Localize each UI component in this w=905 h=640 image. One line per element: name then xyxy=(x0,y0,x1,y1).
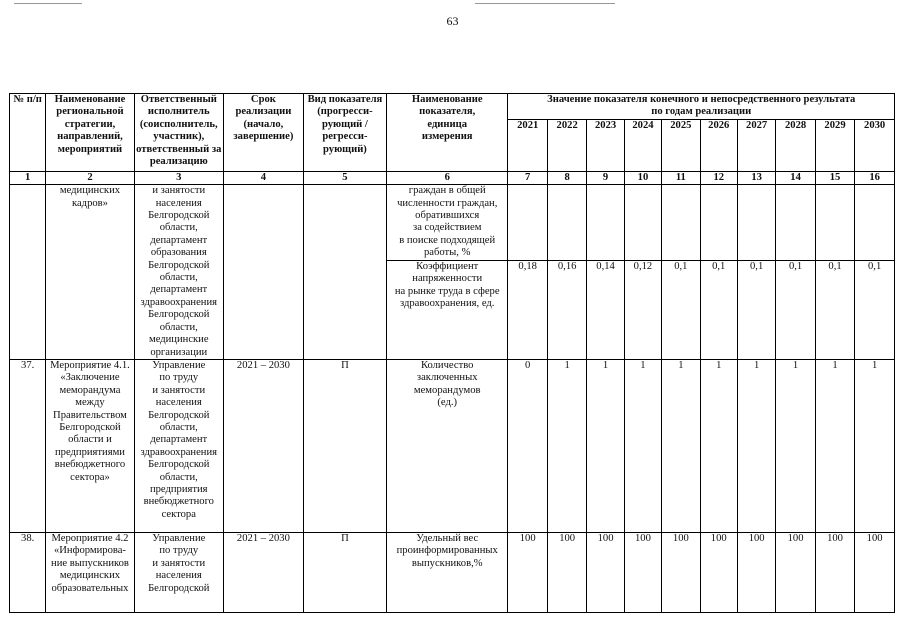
header-col-indicator: Наименование показателя, единица измерения xyxy=(386,94,508,172)
row-indicator: Коэффициент напряженности на рынке труда в сфере здравоохранения, ед. xyxy=(386,260,508,359)
row-term xyxy=(223,185,303,360)
row-term: 2021 – 2030 xyxy=(223,532,303,612)
column-number: 14 xyxy=(776,171,815,184)
header-col-values: Значение показателя конечного и непосредственного результата по годам реализации xyxy=(508,94,895,120)
header-year: 2022 xyxy=(547,119,586,171)
value-cell: 0,1 xyxy=(855,260,895,359)
value-cell: 0,1 xyxy=(737,260,775,359)
value-cell: 0,1 xyxy=(700,260,737,359)
column-number: 10 xyxy=(624,171,661,184)
row-executor: Управление по труду и занятости населения Белгородской области, департамент здравоохранения Белгородской области, предприятия внебюджетного сектора xyxy=(134,359,223,532)
value-cell: 1 xyxy=(737,359,775,532)
header-col-type: Вид показателя (прогресси- рующий / регресси- рующий) xyxy=(303,94,386,172)
header-year: 2024 xyxy=(624,119,661,171)
value-cell: 1 xyxy=(662,359,700,532)
column-number: 11 xyxy=(662,171,700,184)
value-cell: 100 xyxy=(776,532,815,612)
header-col-number: № п/п xyxy=(10,94,46,172)
value-cell: 0,14 xyxy=(587,260,624,359)
row-name: Мероприятие 4.2 «Информирова- ние выпускников медицинских образовательных xyxy=(46,532,134,612)
header-year: 2021 xyxy=(508,119,547,171)
value-cell: 100 xyxy=(815,532,854,612)
header-year: 2027 xyxy=(737,119,775,171)
column-number: 7 xyxy=(508,171,547,184)
row-type: П xyxy=(303,359,386,532)
value-cell: 0 xyxy=(508,359,547,532)
header-col-executor: Ответственный исполнитель (соисполнитель, участник), ответственный за реализацию xyxy=(134,94,223,172)
table-row xyxy=(10,185,895,261)
row-indicator: Количество заключенных меморандумов (ед.) xyxy=(386,359,508,532)
value-cell: 0,1 xyxy=(815,260,854,359)
value-cell: 1 xyxy=(587,359,624,532)
results-table xyxy=(9,93,895,613)
value-cell: 100 xyxy=(700,532,737,612)
header-year: 2026 xyxy=(700,119,737,171)
row-number: 38. xyxy=(10,532,46,612)
column-number: 5 xyxy=(303,171,386,184)
header-year: 2025 xyxy=(662,119,700,171)
row-type: П xyxy=(303,532,386,612)
value-cell: 1 xyxy=(547,359,586,532)
column-number: 16 xyxy=(855,171,895,184)
column-number: 13 xyxy=(737,171,775,184)
value-cell: 0,16 xyxy=(547,260,586,359)
value-cell: 100 xyxy=(587,532,624,612)
column-number: 1 xyxy=(10,171,46,184)
value-cell: 0,18 xyxy=(508,260,547,359)
value-cell: 100 xyxy=(547,532,586,612)
row-number: 37. xyxy=(10,359,46,532)
value-cell: 1 xyxy=(624,359,661,532)
column-number: 2 xyxy=(46,171,134,184)
value-cell: 1 xyxy=(776,359,815,532)
row-name: Мероприятие 4.1. «Заключение меморандума между Правительством Белгородской области и предприятиями внебюджетного сектора» xyxy=(46,359,134,532)
row-indicator: граждан в общей численности граждан, обратившихся за содействием в поиске подходящей работы, % xyxy=(386,185,508,261)
header-year: 2029 xyxy=(815,119,854,171)
header-year: 2030 xyxy=(855,119,895,171)
value-cell: 100 xyxy=(737,532,775,612)
column-number: 6 xyxy=(386,171,508,184)
column-number-row xyxy=(10,171,895,184)
scan-edge-line xyxy=(475,3,615,4)
value-cell: 100 xyxy=(508,532,547,612)
row-term: 2021 – 2030 xyxy=(223,359,303,532)
row-executor: и занятости населения Белгородской области, департамент образования Белгородской области, департамент здравоохранения Белгородской области, медицинские организации xyxy=(134,185,223,360)
value-cell: 0,1 xyxy=(662,260,700,359)
value-cell: 1 xyxy=(855,359,895,532)
table-row xyxy=(10,359,895,532)
column-number: 4 xyxy=(223,171,303,184)
column-number: 3 xyxy=(134,171,223,184)
column-number: 8 xyxy=(547,171,586,184)
row-type xyxy=(303,185,386,360)
column-number: 9 xyxy=(587,171,624,184)
row-indicator: Удельный вес проинформированных выпускников,% xyxy=(386,532,508,612)
value-cell: 100 xyxy=(855,532,895,612)
row-number xyxy=(10,185,46,360)
value-cell: 0,1 xyxy=(776,260,815,359)
page-number: 63 xyxy=(446,14,459,28)
row-executor: Управление по труду и занятости населения Белгородской xyxy=(134,532,223,612)
value-cell: 100 xyxy=(624,532,661,612)
header-year: 2023 xyxy=(587,119,624,171)
value-cell: 1 xyxy=(815,359,854,532)
table-row xyxy=(10,532,895,612)
scan-edge-line xyxy=(14,3,82,4)
row-name: медицинских кадров» xyxy=(46,185,134,360)
header-col-name: Наименование региональной стратегии, направлений, мероприятий xyxy=(46,94,134,172)
header-year: 2028 xyxy=(776,119,815,171)
column-number: 15 xyxy=(815,171,854,184)
column-number: 12 xyxy=(700,171,737,184)
header-col-term: Срок реализации (начало, завершение) xyxy=(223,94,303,172)
value-cell: 0,12 xyxy=(624,260,661,359)
value-cell: 1 xyxy=(700,359,737,532)
value-cell: 100 xyxy=(662,532,700,612)
